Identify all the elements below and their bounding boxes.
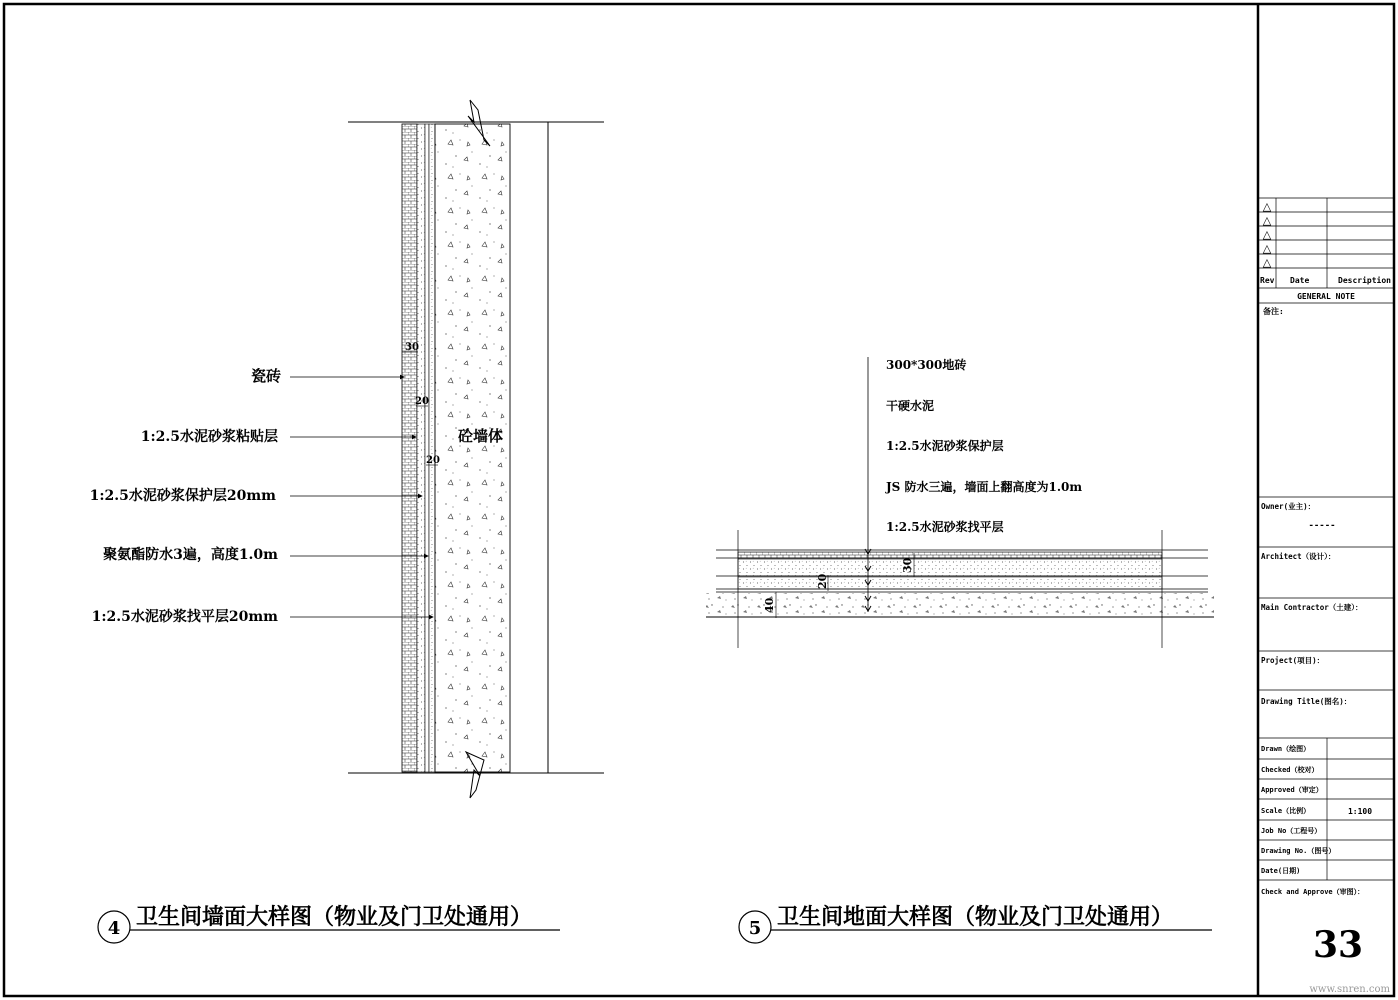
title-block bbox=[1258, 198, 1394, 995]
description-header: Description bbox=[1338, 276, 1391, 285]
owner-label: Owner(业主)： bbox=[1261, 502, 1316, 511]
date-header: Date bbox=[1290, 276, 1310, 285]
architect-label: Architect（设计）： bbox=[1261, 552, 1336, 561]
floor-label-protect: 1:2.5水泥砂浆保护层 bbox=[886, 439, 1004, 453]
notes-label: 备注: bbox=[1263, 307, 1284, 316]
floor-dim-30: 30 bbox=[901, 557, 914, 573]
protect-layer bbox=[738, 577, 1162, 589]
floor-label-level: 1:2.5水泥砂浆找平层 bbox=[886, 520, 1004, 534]
wall-label-waterproof: 聚氨酯防水3遍，高度1.0m bbox=[103, 547, 278, 563]
dry-cement-layer bbox=[738, 559, 1162, 576]
date-label: Date(日期) bbox=[1261, 867, 1301, 875]
floor-title-number: 5 bbox=[748, 918, 762, 939]
wall-label-tile: 瓷砖 bbox=[250, 367, 281, 385]
floor-detail-title bbox=[739, 904, 1212, 943]
wall-dim-20a: 20 bbox=[415, 396, 429, 407]
leveling-layer bbox=[429, 124, 435, 772]
floor-dim-20: 20 bbox=[816, 573, 829, 589]
wall-dim-20b: 20 bbox=[426, 455, 440, 466]
wall-label-level: 1:2.5水泥砂浆找平层20mm bbox=[91, 609, 278, 625]
rev-symbol-3: △ bbox=[1262, 228, 1272, 241]
rev-symbol-1: △ bbox=[1262, 200, 1272, 213]
contractor-label: Main Contractor（土建）： bbox=[1261, 603, 1363, 612]
wall-label-concrete: 砼墙体 bbox=[458, 427, 504, 445]
project-label: Project(项目)： bbox=[1261, 656, 1325, 665]
check-approve-label: Check and Approve（审图）： bbox=[1261, 888, 1365, 896]
bonding-layer bbox=[417, 124, 425, 772]
tile-layer bbox=[402, 124, 417, 772]
owner-value: ----- bbox=[1308, 521, 1336, 531]
rev-symbol-5: △ bbox=[1262, 256, 1272, 269]
waterproof-layer bbox=[425, 124, 429, 772]
wall-title-number: 4 bbox=[107, 918, 121, 939]
wall-detail bbox=[90, 100, 604, 798]
job-no-label: Job No（工程号） bbox=[1261, 827, 1322, 835]
floor-base-layer bbox=[706, 593, 1214, 617]
wall-dim-30: 30 bbox=[405, 342, 419, 353]
wall-detail-title bbox=[98, 904, 560, 943]
wall-label-protect: 1:2.5水泥砂浆保护层20mm bbox=[89, 488, 276, 504]
rev-symbol-4: △ bbox=[1262, 242, 1272, 255]
rev-header: Rev bbox=[1260, 276, 1275, 285]
wall-label-bonding: 1:2.5水泥砂浆粘贴层 bbox=[140, 429, 278, 445]
floor-detail bbox=[706, 357, 1214, 648]
drawing-title-label: Drawing Title(图名)： bbox=[1261, 697, 1352, 706]
sheet-number: 33 bbox=[1312, 924, 1364, 966]
general-note-label: GENERAL NOTE bbox=[1297, 292, 1355, 301]
rev-symbol-2: △ bbox=[1262, 214, 1272, 227]
floor-dim-40: 40 bbox=[763, 597, 776, 613]
floor-label-dry-cement: 干硬水泥 bbox=[886, 399, 935, 413]
floor-tile-layer bbox=[738, 552, 1162, 558]
checked-label: Checked（校对） bbox=[1261, 766, 1319, 774]
watermark: www.snren.com bbox=[1309, 984, 1390, 995]
approved-label: Approved（审定） bbox=[1261, 786, 1323, 794]
floor-label-waterproof: JS 防水三遍，墙面上翻高度为1.0m bbox=[886, 480, 1083, 494]
wall-title-text: 卫生间墙面大样图（物业及门卫处通用） bbox=[136, 904, 533, 930]
scale-label: Scale（比例） bbox=[1261, 807, 1311, 815]
drawn-label: Drawn（绘图） bbox=[1261, 745, 1311, 753]
concrete-wall bbox=[435, 124, 510, 772]
drawing-no-label: Drawing No.（图号） bbox=[1261, 847, 1336, 855]
floor-title-text: 卫生间地面大样图（物业及门卫处通用） bbox=[777, 904, 1174, 930]
scale-value: 1:100 bbox=[1347, 807, 1373, 816]
floor-label-tile: 300*300地砖 bbox=[886, 358, 967, 372]
